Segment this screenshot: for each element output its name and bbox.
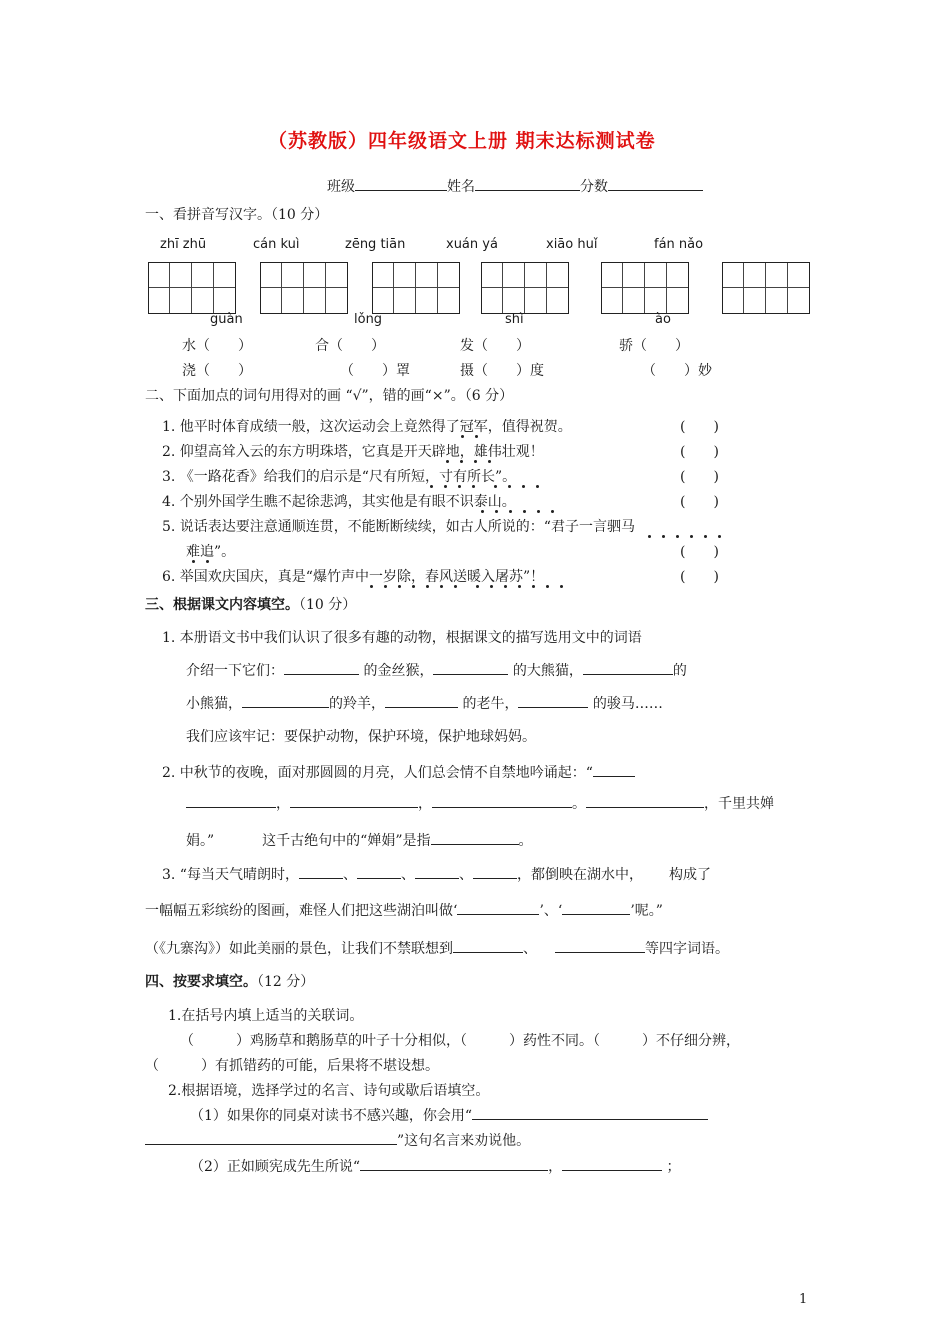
- blank-scene-4[interactable]: [473, 864, 517, 879]
- blank-red-panda[interactable]: [583, 660, 673, 675]
- blank-poem-4[interactable]: [432, 793, 572, 808]
- q3-1-l3-text-c: 的老牛，: [462, 696, 519, 712]
- score-blank[interactable]: [608, 176, 703, 191]
- judge-item-1: 1. 他平时体育成绩一般，这次运动会上竟然得了冠军，值得祝贺。: [162, 419, 572, 435]
- blank-scene-1[interactable]: [299, 864, 343, 879]
- q3-1-line4: 我们应该牢记：要保护动物，保护环境，保护地球妈妈。: [186, 729, 536, 745]
- q3-3-l1-text-a: 3. “每当天气晴朗时，: [162, 867, 299, 883]
- pinyin-1: zhī zhū: [160, 237, 207, 252]
- q4-2-1-cont: [145, 1130, 530, 1150]
- polyphone-pinyin-2: lǒng: [354, 312, 383, 327]
- blank-golden-monkey[interactable]: [284, 660, 359, 675]
- blank-lake-name-2[interactable]: [562, 900, 630, 915]
- q3-2-line1: [162, 762, 635, 782]
- q4-2-1-text: （1）如果你的同桌对读书不感兴趣，你会用“: [190, 1108, 473, 1124]
- word-row2-3: 摄（ ）度: [460, 363, 544, 379]
- blank-poem-1[interactable]: [593, 762, 635, 777]
- word-row2-1: 浇（ ）: [182, 363, 252, 379]
- q3-3-l2-text-a: 一幅幅五彩缤纷的图画，难怪人们把这些湖泊叫做‘: [145, 903, 458, 919]
- q3-2-l1-text: 2. 中秋节的夜晚，面对那圆圆的月亮，人们总会情不自禁地吟诵起：“: [162, 765, 593, 781]
- writing-grid-1[interactable]: [148, 262, 236, 314]
- header-fields: [327, 176, 703, 196]
- writing-grid-2[interactable]: [260, 262, 348, 314]
- answer-paren-1[interactable]: ( ): [680, 419, 719, 435]
- q3-3-l1-text-c: 构成了: [668, 867, 711, 883]
- writing-grid-6[interactable]: [722, 262, 810, 314]
- name-label: 姓名: [447, 179, 475, 195]
- polyphone-pinyin-4: ào: [655, 312, 671, 327]
- q3-2-l3-text-a: 娟。”: [186, 833, 215, 849]
- page-title: （苏教版）四年级语文上册 期末达标测试卷: [268, 130, 656, 152]
- answer-paren-3[interactable]: ( ): [680, 469, 719, 485]
- word-row1-3: 发（ ）: [460, 338, 530, 354]
- writing-grid-5[interactable]: [601, 262, 689, 314]
- blank-poem-3[interactable]: [290, 793, 418, 808]
- answer-paren-2[interactable]: ( ): [680, 444, 719, 460]
- q3-3-l3-text-b: 、: [523, 941, 537, 957]
- section4-title-text: 四、按要求填空。: [145, 974, 257, 990]
- pinyin-2: cán kuì: [253, 237, 300, 252]
- q3-3-line1: 3. “每当天气晴朗时， 、 、 、 ，都倒映在湖水中， 构成了: [162, 864, 711, 884]
- q3-3-l3-text-a: （《九寨沟》）如此美丽的景色，让我们不禁联想到: [145, 941, 453, 957]
- q4-2-2: [190, 1156, 681, 1176]
- q3-2-l3-text-b: 这千古绝句中的“婵娟”是指: [262, 833, 431, 849]
- blank-quote-1a[interactable]: [472, 1105, 708, 1120]
- q4-2-2-comma: ，: [548, 1159, 563, 1175]
- q3-3-l3-text-c: 等四字词语。: [645, 941, 729, 957]
- q4-2-1-text-b: ”这句名言来劝说他。: [397, 1133, 531, 1149]
- blank-lake-name-1[interactable]: [457, 900, 539, 915]
- name-blank[interactable]: [475, 176, 580, 191]
- blank-idiom-1[interactable]: [453, 938, 523, 953]
- q3-1-l2-text-c: 的大熊猫，: [512, 663, 583, 679]
- judge-item-5: 5. 说话表达要注意通顺连贯，不能断断续续，如古人所说的：“君子一言驷马: [162, 519, 635, 535]
- section4-title: [145, 971, 314, 991]
- blank-antelope[interactable]: [242, 693, 329, 708]
- word-row2-4: （ ）妙: [642, 363, 712, 379]
- q3-2-l2-text: ，千里共婵: [704, 796, 774, 812]
- judge-item-6: 6. 举国欢庆国庆，真是“爆竹声中一岁除，春风送暖入屠苏”！: [162, 569, 545, 585]
- q3-1-l2-text-d: 的: [672, 663, 687, 679]
- answer-paren-6[interactable]: ( ): [680, 569, 719, 585]
- q3-1-l2-text-a: 介绍一下它们：: [186, 663, 284, 679]
- section4-score: （12 分）: [257, 974, 315, 990]
- q3-1-l3-text-d: 的骏马……: [592, 696, 663, 712]
- class-blank[interactable]: [355, 176, 447, 191]
- q3-3-l2-text-c: ’呢。”: [630, 903, 663, 919]
- word-row1-2: 合（ ）: [315, 338, 385, 354]
- blank-scene-3[interactable]: [415, 864, 459, 879]
- word-row1-4: 骄（ ）: [619, 338, 689, 354]
- word-row1-1: 水（ ）: [182, 338, 252, 354]
- blank-poem-5[interactable]: [586, 793, 704, 808]
- q3-2-l3-text-c: 。: [518, 833, 533, 849]
- q4-2: 2.根据语境，选择学过的名言、诗句或歇后语填空。: [168, 1083, 490, 1099]
- blank-horse[interactable]: [518, 693, 588, 708]
- section2-title: 二、下面加点的词句用得对的画 “√”，错的画“×”。（6 分）: [145, 388, 514, 404]
- q4-1-line2: （ ）鸡肠草和鹅肠草的叶子十分相似，（ ）药性不同。（ ）不仔细分辨，: [180, 1033, 740, 1049]
- answer-paren-5[interactable]: ( ): [680, 544, 719, 560]
- blank-quote-2b[interactable]: [562, 1156, 662, 1171]
- section3-score: （10 分）: [299, 597, 357, 613]
- q4-2-1: [190, 1105, 708, 1125]
- q3-3-l2-text-b: ’、‘: [539, 903, 563, 919]
- blank-quote-1b[interactable]: [145, 1130, 397, 1145]
- writing-grid-3[interactable]: [372, 262, 460, 314]
- q4-1-line3: （ ）有抓错药的可能，后果将不堪设想。: [145, 1058, 439, 1074]
- writing-grid-4[interactable]: [481, 262, 569, 314]
- judge-item-5-cont: 难追”。: [186, 544, 236, 560]
- q3-1-l3-text-b: 的羚羊，: [329, 696, 385, 712]
- pinyin-6: fán nǎo: [654, 237, 704, 252]
- q3-1-line3: [186, 693, 663, 713]
- section3-title: [145, 594, 356, 614]
- word-row2-2: （ ）罩: [340, 363, 410, 379]
- q3-3-l1-text-b: ，都倒映在湖水中，: [516, 867, 643, 883]
- q3-2-line3: [186, 830, 533, 850]
- q3-1-line2: [186, 660, 687, 680]
- q4-2-2-semicolon: ；: [666, 1159, 681, 1175]
- section3-title-text: 三、根据课文内容填空。: [145, 597, 299, 613]
- class-label: 班级: [327, 179, 355, 195]
- q4-2-2-text: （2）正如顾宪成先生所说“: [190, 1159, 361, 1175]
- q3-1-l2-text-b: 的金丝猴，: [363, 663, 434, 679]
- blank-panda[interactable]: [433, 660, 508, 675]
- q3-3-line3: [145, 938, 729, 958]
- pinyin-5: xiāo huǐ: [546, 237, 598, 252]
- judge-item-2: 2. 仰望高耸入云的东方明珠塔，它真是开天辟地，雄伟壮观！: [162, 444, 544, 460]
- section1-title: 一、看拼音写汉字。（10 分）: [145, 207, 329, 223]
- judge-item-4: 4. 个别外国学生瞧不起徐悲鸿，其实他是有眼不识泰山。: [162, 494, 516, 510]
- answer-paren-4[interactable]: ( ): [680, 494, 719, 510]
- q3-2-line2: ， ， 。 ，千里共婵: [186, 793, 774, 813]
- polyphone-pinyin-1: guàn: [210, 312, 243, 327]
- polyphone-pinyin-3: shì: [505, 312, 524, 327]
- blank-poem-2[interactable]: [186, 793, 276, 808]
- blank-quote-2a[interactable]: [360, 1156, 548, 1171]
- page-number: 1: [799, 1292, 808, 1307]
- q3-1-l3-text-a: 小熊猫，: [186, 696, 242, 712]
- blank-ox[interactable]: [385, 693, 458, 708]
- q3-1-line1: 1. 本册语文书中我们认识了很多有趣的动物，根据课文的描写选用文中的词语: [162, 630, 642, 646]
- blank-chanjuan[interactable]: [431, 830, 519, 845]
- pinyin-4: xuán yá: [446, 237, 498, 252]
- q3-3-line2: [145, 900, 663, 920]
- blank-idiom-2[interactable]: [555, 938, 645, 953]
- judge-item-3: 3. 《一路花香》给我们的启示是“尺有所短，寸有所长”。: [162, 469, 517, 485]
- blank-scene-2[interactable]: [357, 864, 401, 879]
- score-label: 分数: [580, 179, 608, 195]
- q4-1: 1.在括号内填上适当的关联词。: [168, 1008, 364, 1024]
- pinyin-3: zēng tiān: [345, 237, 406, 252]
